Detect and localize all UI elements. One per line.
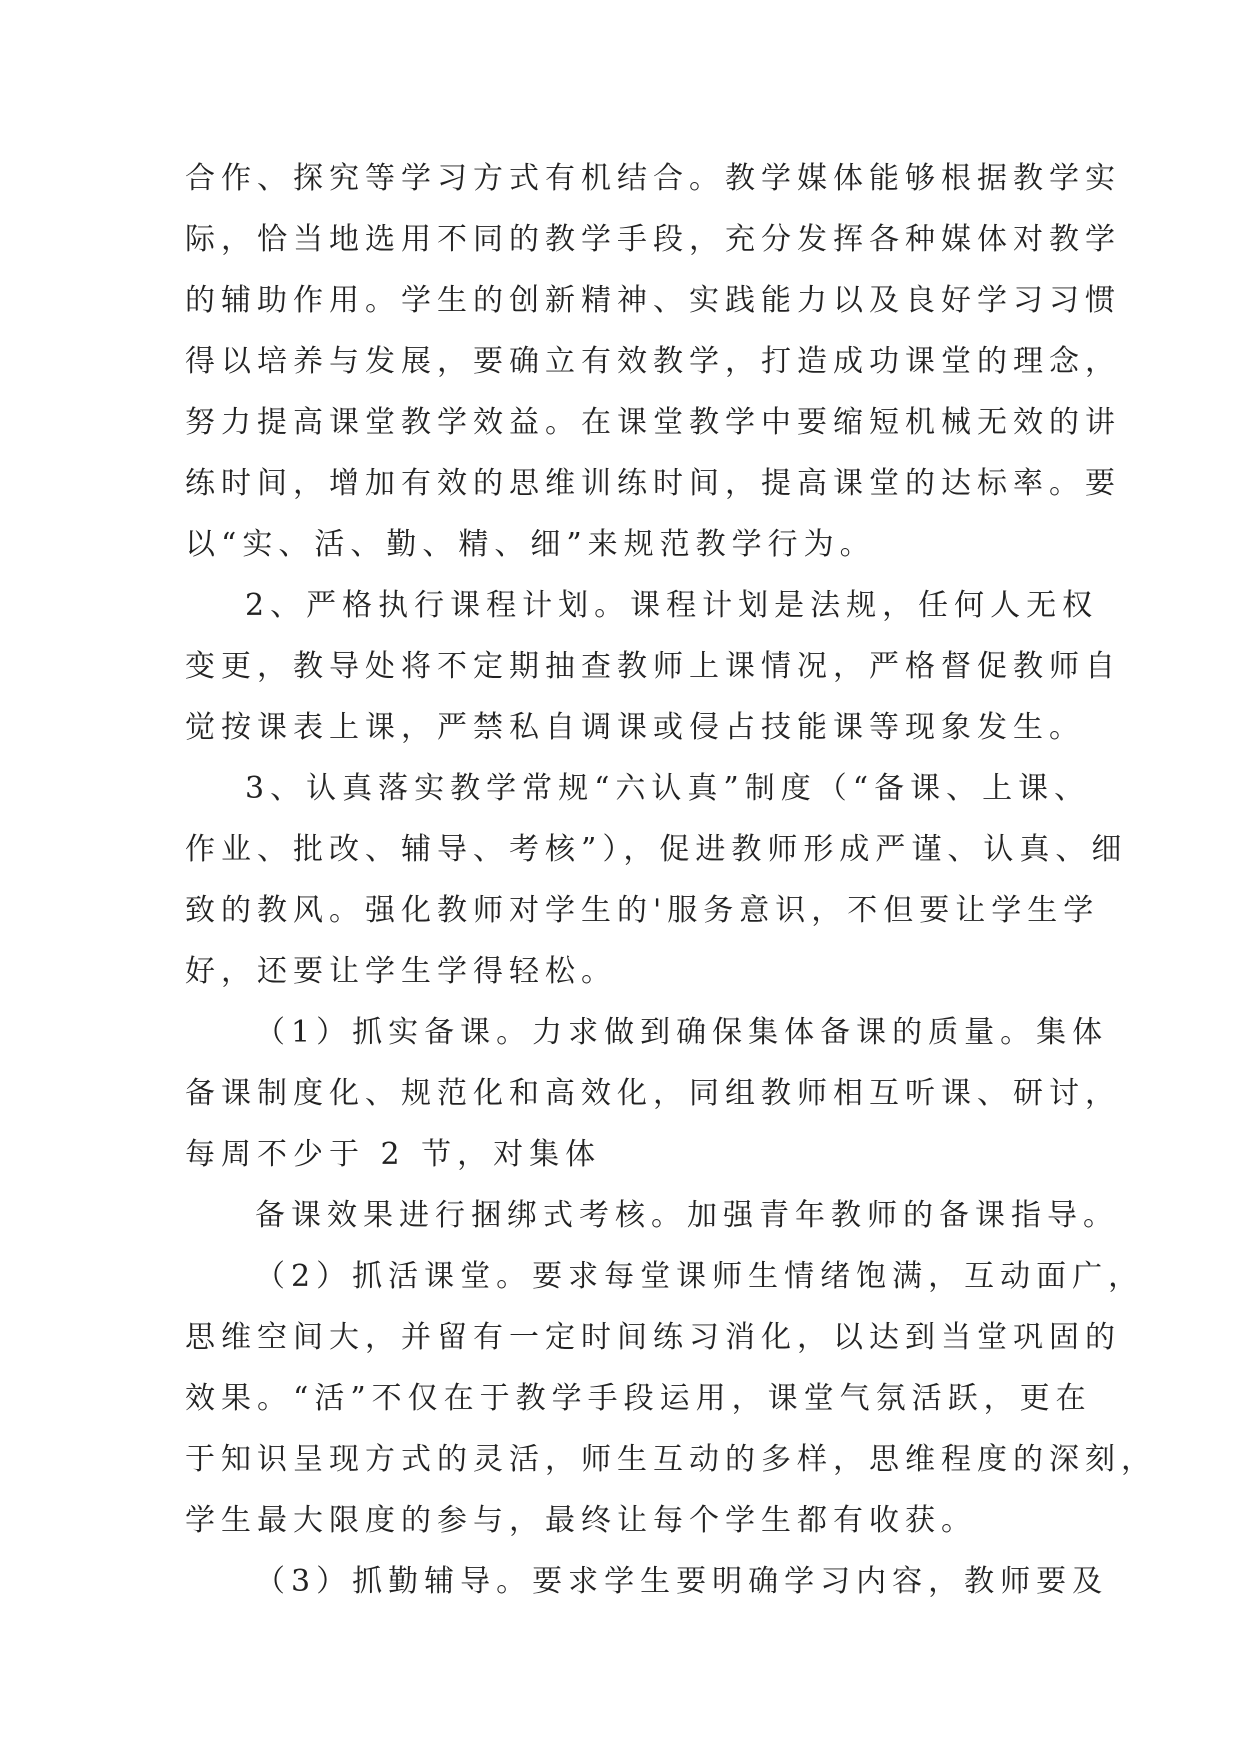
paragraph-start-line: （1）抓实备课。力求做到确保集体备课的质量。集体 (255, 1015, 1109, 1050)
text-line: 作业、批改、辅导、考核”），促进教师形成严谨、认真、细 (185, 832, 1128, 867)
text-line: 以“实、活、勤、精、细”来规范教学行为。 (185, 527, 876, 562)
paragraph-start-line: 3、认真落实教学常规“六认真”制度（“备课、上课、 (245, 771, 1091, 806)
text-line: 合作、探究等学习方式有机结合。教学媒体能够根据教学实 (185, 161, 1121, 196)
text-line: 备课制度化、规范化和高效化，同组教师相互听课、研讨， (185, 1076, 1121, 1111)
paragraph-start-line: 2、严格执行课程计划。课程计划是法规，任何人无权 (245, 588, 1099, 623)
text-line: 好，还要让学生学得轻松。 (185, 954, 617, 989)
paragraph-start-line: （2）抓活课堂。要求每堂课师生情绪饱满，互动面广， (255, 1259, 1145, 1294)
text-line: 思维空间大，并留有一定时间练习消化，以达到当堂巩固的 (185, 1320, 1121, 1355)
text-line: 每周不少于 2 节，对集体 (185, 1137, 602, 1172)
paragraph-start-line: （3）抓勤辅导。要求学生要明确学习内容，教师要及 (255, 1564, 1109, 1599)
text-line: 致的教风。强化教师对学生的'服务意识，不但要让学生学 (185, 893, 1100, 928)
text-line: 变更，教导处将不定期抽查教师上课情况，严格督促教师自 (185, 649, 1121, 684)
text-line: 学生最大限度的参与，最终让每个学生都有收获。 (185, 1503, 977, 1538)
text-line: 得以培养与发展，要确立有效教学，打造成功课堂的理念， (185, 344, 1121, 379)
text-line: 觉按课表上课，严禁私自调课或侵占技能课等现象发生。 (185, 710, 1085, 745)
paragraph-start-line: 备课效果进行捆绑式考核。加强青年教师的备课指导。 (255, 1198, 1119, 1233)
text-line: 于知识呈现方式的灵活，师生互动的多样，思维程度的深刻， (185, 1442, 1157, 1477)
text-line: 际，恰当地选用不同的教学手段，充分发挥各种媒体对教学 (185, 222, 1121, 257)
body-text (185, 148, 1157, 1612)
text-line: 努力提高课堂教学效益。在课堂教学中要缩短机械无效的讲 (185, 405, 1121, 440)
text-line: 效果。“活”不仅在于教学手段运用，课堂气氛活跃，更在 (185, 1381, 1092, 1416)
text-line: 的辅助作用。学生的创新精神、实践能力以及良好学习习惯 (185, 283, 1121, 318)
text-line: 练时间，增加有效的思维训练时间，提高课堂的达标率。要 (185, 466, 1121, 501)
